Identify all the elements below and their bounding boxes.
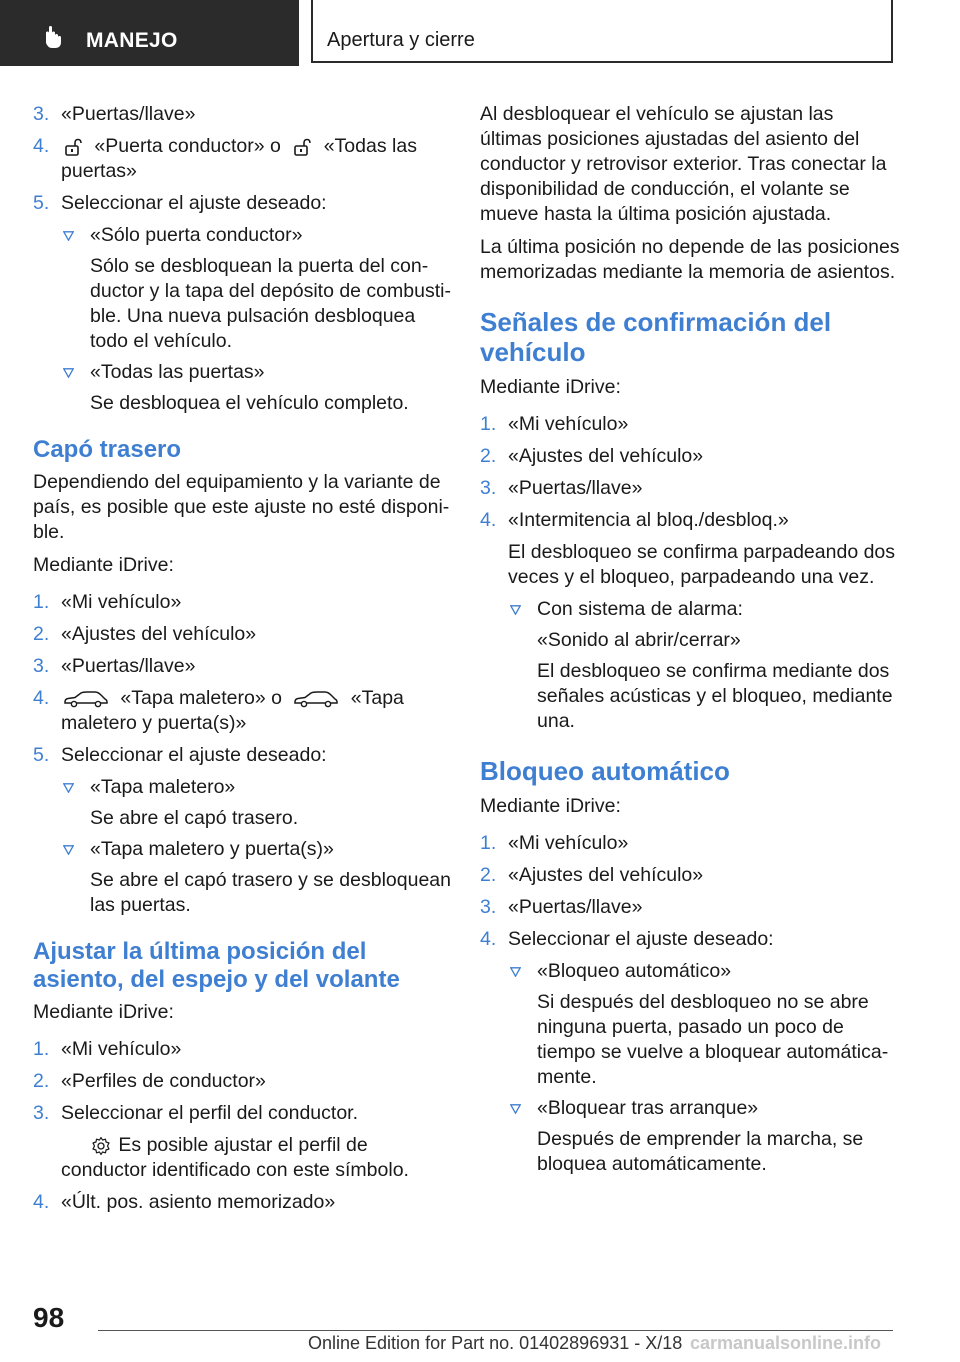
footer-divider bbox=[98, 1330, 893, 1331]
list-text: Seleccionar el ajuste deseado: bbox=[61, 192, 327, 214]
list-number: 1. bbox=[480, 413, 497, 435]
list-text: «Mi vehículo» bbox=[61, 591, 182, 613]
list-number: 4. bbox=[33, 1191, 50, 1213]
heading-senales: Señales de confirmación del vehículo bbox=[480, 307, 832, 367]
triangle-bullet-icon bbox=[510, 967, 521, 977]
sub-item-desc: Se desbloquea el vehículo completo. bbox=[90, 392, 409, 414]
note-text: Es posible ajustar el perfil de conductor identificado con este símbolo. bbox=[61, 1134, 409, 1181]
list-number: 1. bbox=[480, 832, 497, 854]
list-number: 2. bbox=[33, 623, 50, 645]
watermark: carmanualsonline.info bbox=[690, 1333, 882, 1353]
sub-item-desc: El desbloqueo se confirma mediante dos señales acústicas y el bloqueo, mediante una. bbox=[537, 660, 893, 732]
sub-item-title: Con sistema de alarma: bbox=[537, 598, 743, 620]
sub-item-desc: Después de emprender la marcha, se bloquea automáticamente. bbox=[537, 1128, 864, 1175]
list-text: «Perfiles de conductor» bbox=[61, 1070, 266, 1092]
sub-item bbox=[33, 837, 453, 918]
list-item bbox=[480, 476, 900, 501]
unlock-icon bbox=[63, 137, 83, 157]
sub-item bbox=[33, 360, 453, 416]
list-text: Seleccionar el perfil del conductor. bbox=[61, 1102, 359, 1124]
list-text: «Intermitencia al bloq./desbloq.» bbox=[508, 509, 789, 531]
list-text: «Ajustes del vehículo» bbox=[61, 623, 257, 645]
list-text: «Mi vehículo» bbox=[61, 1038, 182, 1060]
list-text: «Puertas/llave» bbox=[508, 896, 643, 918]
list-text: «Puerta conductor» o bbox=[89, 135, 287, 157]
list-text: «Puertas/llave» bbox=[508, 477, 643, 499]
list-item bbox=[33, 134, 453, 184]
list-item bbox=[480, 508, 900, 533]
sub-item bbox=[480, 1096, 900, 1177]
hand-icon bbox=[40, 24, 66, 50]
sub-item-desc: Se abre el capó trasero. bbox=[90, 807, 299, 829]
note: El desbloqueo se confirma parpadeando dos veces y el bloqueo, parpadeando una vez. bbox=[508, 541, 896, 588]
topic-header bbox=[311, 0, 893, 63]
triangle-bullet-icon bbox=[510, 1104, 521, 1114]
list-text: «Mi vehículo» bbox=[508, 832, 629, 854]
list-number: 3. bbox=[33, 1102, 50, 1124]
section-title: MANEJO bbox=[86, 29, 178, 52]
car-trunk-icon bbox=[63, 690, 109, 708]
list-profile-settings bbox=[33, 1037, 453, 1215]
list-item bbox=[480, 412, 900, 437]
list-number: 1. bbox=[33, 591, 50, 613]
sub-item bbox=[33, 223, 453, 354]
list-text: Seleccionar el ajuste deseado: bbox=[61, 744, 327, 766]
list-confirmation-signals bbox=[480, 412, 900, 734]
sub-item-desc: Sólo se desbloquean la puerta del conductor y la tapa del depósito de combustible. Una nueva pulsación desbloquea todo el vehículo. bbox=[90, 255, 451, 352]
list-item bbox=[480, 863, 900, 888]
list-text: Seleccionar el ajuste deseado: bbox=[508, 928, 774, 950]
left-column bbox=[33, 102, 453, 1222]
triangle-bullet-icon bbox=[63, 845, 74, 855]
list-text: «Puertas/llave» bbox=[61, 655, 196, 677]
paragraph: Dependiendo del equipamiento y la variante de país, es posible que este ajuste no esté disponible. bbox=[33, 471, 450, 543]
list-item bbox=[33, 686, 453, 736]
list-item bbox=[480, 831, 900, 856]
list-item bbox=[480, 444, 900, 469]
list-text: «Tapa maletero y puerta(s)» bbox=[61, 687, 404, 734]
list-number: 2. bbox=[480, 864, 497, 886]
sub-item bbox=[480, 959, 900, 1090]
list-text: «Ajustes del vehículo» bbox=[508, 864, 704, 886]
section-tab bbox=[0, 0, 299, 66]
list-item bbox=[33, 191, 453, 216]
page-number: 98 bbox=[33, 1302, 65, 1333]
list-number: 1. bbox=[33, 1038, 50, 1060]
sub-item-title: «Tapa maletero» bbox=[90, 776, 236, 798]
list-text: «Todas las puertas» bbox=[61, 135, 417, 182]
list-item bbox=[33, 622, 453, 647]
list-number: 3. bbox=[480, 477, 497, 499]
heading-bloqueo-automatico: Bloqueo automático bbox=[480, 756, 730, 786]
list-number: 5. bbox=[33, 744, 50, 766]
heading-ajustar-posicion: Ajustar la última posición del asiento, del espejo y del volante bbox=[33, 938, 400, 993]
list-item bbox=[33, 1069, 453, 1094]
list-item bbox=[33, 1037, 453, 1062]
sub-item bbox=[480, 597, 900, 734]
car-trunk-icon bbox=[293, 690, 339, 708]
topic-title: Apertura y cierre bbox=[327, 29, 475, 51]
triangle-bullet-icon bbox=[510, 605, 521, 615]
list-door-settings bbox=[33, 102, 453, 416]
list-item bbox=[480, 895, 900, 920]
list-number: 4. bbox=[33, 687, 50, 709]
paragraph: La última posición no depende de las posiciones memorizadas mediante la memoria de asientos. bbox=[480, 236, 900, 283]
list-number: 3. bbox=[480, 896, 497, 918]
sub-item-title: «Todas las puertas» bbox=[90, 361, 265, 383]
list-item bbox=[33, 654, 453, 679]
gear-profile-icon bbox=[91, 1136, 111, 1156]
sub-item-desc: Se abre el capó trasero y se desbloquean las puertas. bbox=[90, 869, 451, 916]
triangle-bullet-icon bbox=[63, 783, 74, 793]
note-profile-symbol bbox=[33, 1133, 453, 1183]
sub-item-desc: Si después del desbloqueo no se abre ninguna puerta, pasado un poco de tiempo se vuelve a bloquear automáticamente. bbox=[537, 991, 889, 1088]
list-text: «Tapa maletero» o bbox=[115, 687, 288, 709]
list-trunk-settings bbox=[33, 590, 453, 918]
list-number: 4. bbox=[480, 928, 497, 950]
paragraph: Mediante iDrive: bbox=[480, 376, 621, 398]
right-column bbox=[480, 102, 900, 1183]
heading-capo-trasero: Capó trasero bbox=[33, 436, 182, 463]
list-auto-lock bbox=[480, 831, 900, 1177]
triangle-bullet-icon bbox=[63, 231, 74, 241]
list-item bbox=[33, 590, 453, 615]
list-item bbox=[33, 1101, 453, 1126]
paragraph: Al desbloquear el vehículo se ajustan las últimas posiciones ajustadas del asiento del conductor y retrovisor exterior. Tras conectar la disponibilidad de conducción, el volante se mueve hasta la última posición ajustada. bbox=[480, 103, 887, 225]
list-text: «Ajustes del vehículo» bbox=[508, 445, 704, 467]
footer-edition: Online Edition for Part no. 01402896931 - X/18 bbox=[308, 1333, 683, 1353]
list-text: «Últ. pos. asiento memorizado» bbox=[61, 1191, 336, 1213]
sub-item-title: «Sólo puerta conductor» bbox=[90, 224, 303, 246]
paragraph: Mediante iDrive: bbox=[480, 795, 621, 817]
list-number: 3. bbox=[33, 103, 50, 125]
list-number: 4. bbox=[33, 135, 50, 157]
list-number: 4. bbox=[480, 509, 497, 531]
list-item bbox=[480, 927, 900, 952]
list-item bbox=[33, 102, 453, 127]
list-number: 3. bbox=[33, 655, 50, 677]
sub-item bbox=[33, 775, 453, 831]
list-item bbox=[33, 1190, 453, 1215]
list-number: 5. bbox=[33, 192, 50, 214]
unlock-icon bbox=[292, 137, 312, 157]
triangle-bullet-icon bbox=[63, 368, 74, 378]
list-text: «Mi vehículo» bbox=[508, 413, 629, 435]
list-item bbox=[33, 743, 453, 768]
sub-item-desc: «Sonido al abrir/cerrar» bbox=[537, 629, 741, 651]
paragraph: Mediante iDrive: bbox=[33, 1001, 174, 1023]
sub-item-title: «Tapa maletero y puerta(s)» bbox=[90, 838, 334, 860]
list-number: 2. bbox=[33, 1070, 50, 1092]
sub-item-title: «Bloqueo automático» bbox=[537, 960, 732, 982]
list-number: 2. bbox=[480, 445, 497, 467]
list-text: «Puertas/llave» bbox=[61, 103, 196, 125]
paragraph: Mediante iDrive: bbox=[33, 554, 174, 576]
sub-item-title: «Bloquear tras arranque» bbox=[537, 1097, 759, 1119]
